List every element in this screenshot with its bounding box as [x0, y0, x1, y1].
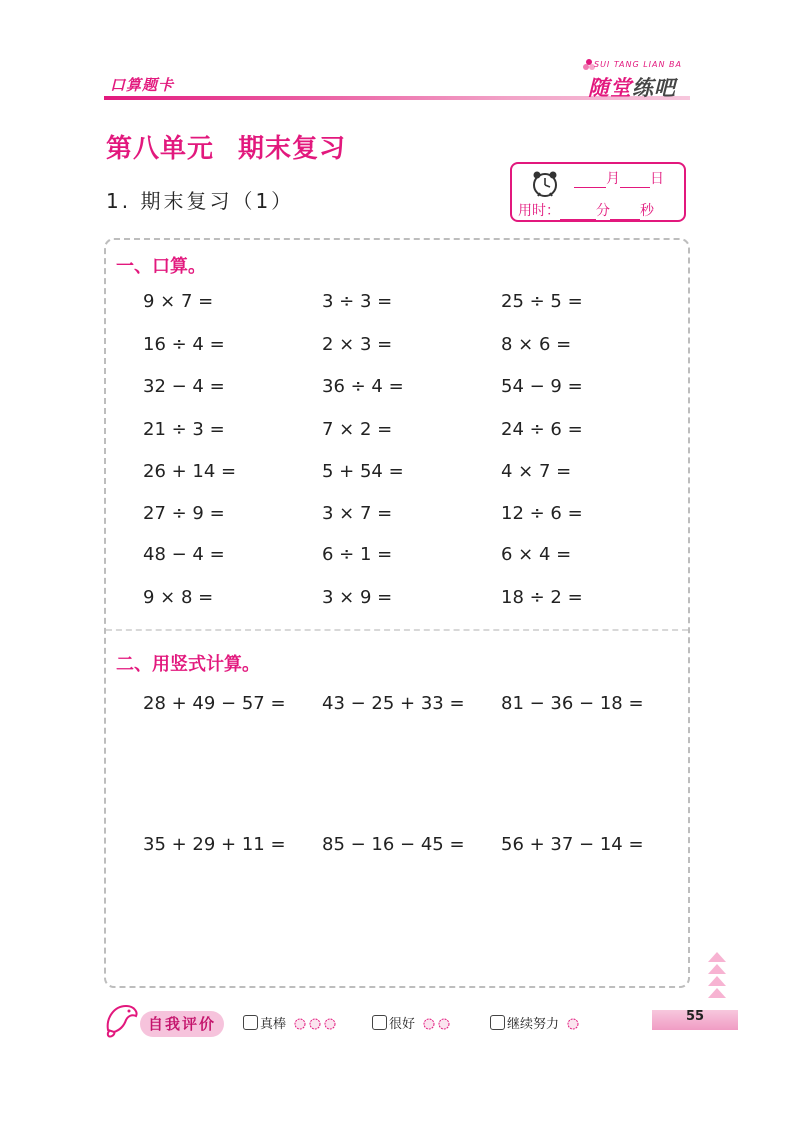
- section1-title: 一、口算。: [116, 256, 206, 277]
- mental-math-item: 6 ÷ 1 =: [322, 544, 393, 565]
- time-label: 用时：: [518, 203, 560, 219]
- day-label: 日: [650, 171, 664, 187]
- eval-option-label: 真棒: [260, 1017, 287, 1032]
- vertical-calc-item: 81 − 36 − 18 =: [501, 693, 644, 714]
- self-evaluation-label: 自我评价: [140, 1011, 224, 1037]
- minute-label: 分: [596, 203, 610, 219]
- mental-math-item: 16 ÷ 4 =: [143, 334, 225, 355]
- brand-title-dark: 练吧: [632, 76, 676, 100]
- vertical-calc-item: 85 − 16 − 45 =: [322, 834, 465, 855]
- mental-math-item: 7 × 2 =: [322, 419, 393, 440]
- mental-math-item: 3 ÷ 3 =: [322, 291, 393, 312]
- sun-rating-icon: [293, 1017, 337, 1031]
- mental-math-item: 3 × 9 =: [322, 587, 393, 608]
- mental-math-item: 26 + 14 =: [143, 461, 237, 482]
- mental-math-item: 21 ÷ 3 =: [143, 419, 225, 440]
- sun-rating-icon: [566, 1017, 582, 1031]
- unit-number: 第八单元: [106, 134, 215, 164]
- vertical-calc-item: 56 + 37 − 14 =: [501, 834, 644, 855]
- mental-math-item: 32 − 4 =: [143, 376, 225, 397]
- time-row: [518, 200, 654, 220]
- vertical-calc-item: 35 + 29 + 11 =: [143, 834, 286, 855]
- lesson-title: 1. 期末复习（1）: [106, 189, 295, 213]
- date-row: [574, 168, 664, 188]
- checkbox[interactable]: [372, 1015, 387, 1030]
- checkbox[interactable]: [490, 1015, 505, 1030]
- mental-math-item: 18 ÷ 2 =: [501, 587, 583, 608]
- section-divider: [106, 629, 688, 631]
- mental-math-item: 2 × 3 =: [322, 334, 393, 355]
- vertical-calc-item: 28 + 49 − 57 =: [143, 693, 286, 714]
- mental-math-item: 4 × 7 =: [501, 461, 572, 482]
- eval-option-label: 继续努力: [507, 1017, 560, 1032]
- mental-math-item: 12 ÷ 6 =: [501, 503, 583, 524]
- unit-title: [106, 128, 346, 165]
- mental-math-item: 9 × 7 =: [143, 291, 214, 312]
- second-label: 秒: [640, 203, 654, 219]
- alarm-clock-icon: [530, 170, 560, 198]
- mental-math-item: 25 ÷ 5 =: [501, 291, 583, 312]
- eval-option-good[interactable]: [372, 1013, 452, 1032]
- sun-rating-icon: [422, 1017, 452, 1031]
- checkbox[interactable]: [243, 1015, 258, 1030]
- eval-option-great[interactable]: [243, 1013, 337, 1032]
- mental-math-item: 27 ÷ 9 =: [143, 503, 225, 524]
- page-number: 55: [685, 1009, 705, 1024]
- brand-subtitle: SUI TANG LIAN BA: [594, 60, 682, 69]
- vertical-calc-item: 43 − 25 + 33 =: [322, 693, 465, 714]
- mental-math-item: 6 × 4 =: [501, 544, 572, 565]
- mental-math-item: 3 × 7 =: [322, 503, 393, 524]
- month-blank[interactable]: [574, 173, 606, 188]
- brand-title-pink: 随堂: [588, 76, 632, 100]
- eval-option-keep-trying[interactable]: [490, 1013, 582, 1032]
- chevron-up-stack-icon: [706, 952, 728, 1008]
- mental-math-item: 54 − 9 =: [501, 376, 583, 397]
- mental-math-item: 36 ÷ 4 =: [322, 376, 404, 397]
- month-label: 月: [606, 171, 620, 187]
- dolphin-icon: [102, 1000, 140, 1040]
- mental-math-item: 24 ÷ 6 =: [501, 419, 583, 440]
- unit-subtitle: 期末复习: [238, 134, 347, 164]
- header-left-label: 口算题卡: [110, 76, 175, 94]
- mental-math-item: 9 × 8 =: [143, 587, 214, 608]
- eval-option-label: 很好: [389, 1017, 416, 1032]
- brand-title: [588, 72, 676, 102]
- second-blank[interactable]: [610, 205, 640, 220]
- date-time-box: [510, 162, 686, 222]
- minute-blank[interactable]: [560, 205, 596, 220]
- mental-math-item: 8 × 6 =: [501, 334, 572, 355]
- section2-title: 二、用竖式计算。: [116, 654, 260, 675]
- mental-math-item: 5 + 54 =: [322, 461, 404, 482]
- day-blank[interactable]: [620, 173, 650, 188]
- mental-math-item: 48 − 4 =: [143, 544, 225, 565]
